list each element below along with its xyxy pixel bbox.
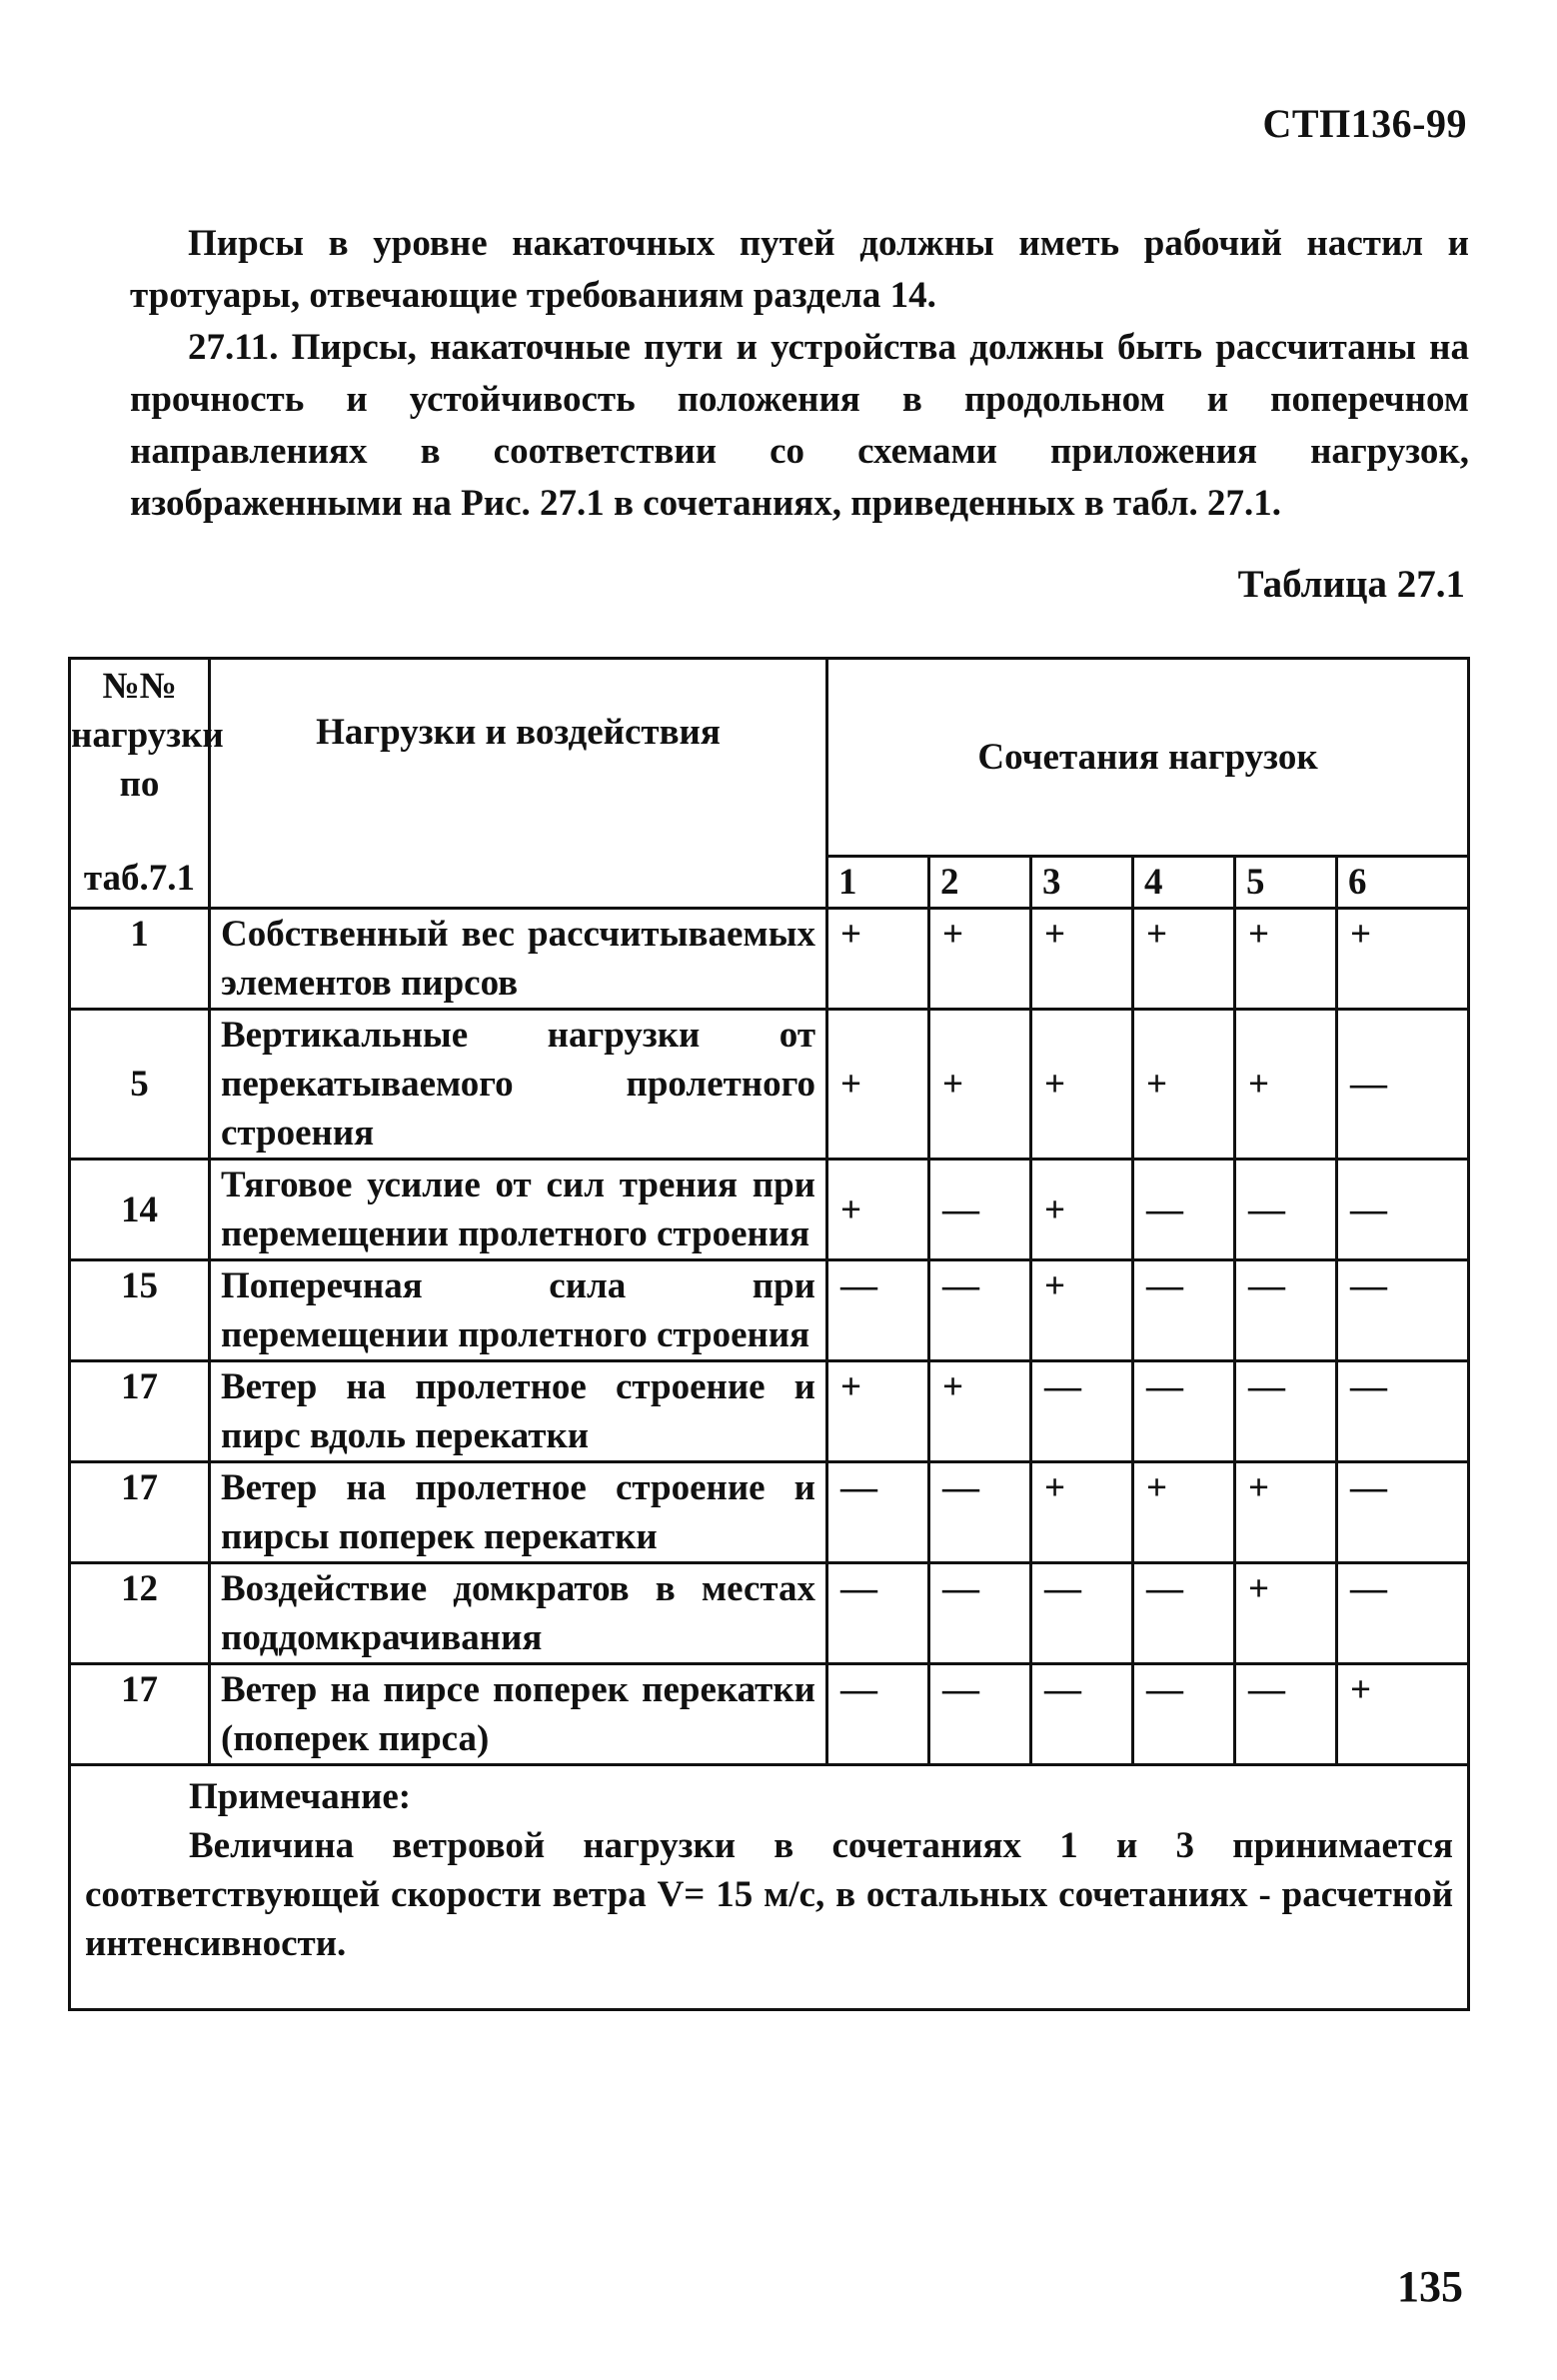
row-load-number: 5 — [70, 1010, 210, 1160]
row-mark: + — [1031, 1010, 1133, 1160]
row-load-number: 17 — [70, 1361, 210, 1462]
row-mark: + — [1133, 1010, 1235, 1160]
row-mark: — — [1133, 1160, 1235, 1260]
row-mark: + — [827, 1160, 929, 1260]
row-mark: — — [827, 1664, 929, 1765]
row-mark: — — [1235, 1260, 1337, 1361]
header-load-number-bottom: таб.7.1 — [83, 858, 196, 899]
row-mark: — — [1337, 1160, 1469, 1260]
row-mark: — — [1337, 1361, 1469, 1462]
row-mark: — — [1031, 1664, 1133, 1765]
row-mark: + — [827, 1361, 929, 1462]
row-mark: — — [1031, 1361, 1133, 1462]
row-mark: — — [1031, 1563, 1133, 1664]
row-mark: + — [1031, 909, 1133, 1010]
row-mark: + — [1031, 1160, 1133, 1260]
paragraph-27-11: 27.11. Пирсы, накаточные пути и устройства должны быть рассчитаны на прочность и устойчивость положения в продольном и поперечном направлениях в соответствии со схемами приложения нагрузок, изображенными на Рис. 27.1 в сочетаниях, приведенных в табл. 27.1. — [130, 327, 1469, 524]
row-description: Ветер на пирсе поперек перекатки (поперек пирса) — [210, 1664, 827, 1765]
header-load-number-top: №№ нагрузки по — [71, 666, 224, 805]
row-mark: + — [1337, 909, 1469, 1010]
header-load-number — [70, 659, 224, 909]
combination-number: 3 — [1031, 857, 1133, 909]
row-mark: + — [1235, 909, 1337, 1010]
row-mark: — — [929, 1664, 1031, 1765]
row-mark: — — [1133, 1260, 1235, 1361]
row-description: Поперечная сила при перемещении пролетного строения — [210, 1260, 827, 1361]
note-text: Величина ветровой нагрузки в сочетаниях 1 и 3 принимается соответствующей скорости ветра V= 15 м/с, в остальных сочетаниях - расчетной интенсивности. — [85, 1825, 1454, 1964]
row-mark: + — [929, 909, 1031, 1010]
table-row — [70, 1260, 1469, 1361]
table-caption: Таблица 27.1 — [1237, 563, 1465, 606]
row-mark: + — [827, 909, 929, 1010]
table-row — [70, 1664, 1469, 1765]
body-text — [130, 218, 1469, 530]
row-description: Воздействие домкратов в местах поддомкрачивания — [210, 1563, 827, 1664]
row-mark: — — [1235, 1361, 1337, 1462]
row-mark: — — [929, 1160, 1031, 1260]
row-mark: — — [1235, 1664, 1337, 1765]
row-mark: — — [1235, 1160, 1337, 1260]
row-mark: + — [827, 1010, 929, 1160]
row-mark: + — [1235, 1563, 1337, 1664]
combination-number: 1 — [827, 857, 929, 909]
row-mark: + — [1031, 1462, 1133, 1563]
combination-number: 5 — [1235, 857, 1337, 909]
table-header-row — [70, 659, 1469, 857]
table-row — [70, 1160, 1469, 1260]
row-load-number: 17 — [70, 1462, 210, 1563]
note-title: Примечание: — [189, 1776, 412, 1817]
row-load-number: 12 — [70, 1563, 210, 1664]
row-mark: — — [1133, 1664, 1235, 1765]
note-row — [70, 1765, 1469, 2010]
paragraph-piers-deck: Пирсы в уровне накаточных путей должны иметь рабочий настил и тротуары, отвечающие требованиям раздела 14. — [130, 223, 1469, 316]
row-mark: — — [827, 1563, 929, 1664]
page-number: 135 — [1397, 2262, 1463, 2311]
row-load-number: 14 — [70, 1160, 210, 1260]
table-row — [70, 1563, 1469, 1664]
combination-number: 2 — [929, 857, 1031, 909]
table-row — [70, 909, 1469, 1010]
row-mark: — — [827, 1462, 929, 1563]
row-mark: — — [929, 1563, 1031, 1664]
row-description: Ветер на пролетное строение и пирс вдоль перекатки — [210, 1361, 827, 1462]
row-description: Ветер на пролетное строение и пирсы поперек перекатки — [210, 1462, 827, 1563]
row-description: Собственный вес рассчитываемых элементов пирсов — [210, 909, 827, 1010]
row-mark: — — [1337, 1563, 1469, 1664]
row-mark: — — [1337, 1010, 1469, 1160]
row-mark: + — [1133, 909, 1235, 1010]
table-row — [70, 1361, 1469, 1462]
table-note — [70, 1765, 1469, 2010]
row-mark: + — [1031, 1260, 1133, 1361]
combination-number: 4 — [1133, 857, 1235, 909]
table-row — [70, 1462, 1469, 1563]
row-mark: + — [1133, 1462, 1235, 1563]
row-description: Вертикальные нагрузки от перекатываемого пролетного строения — [210, 1010, 827, 1160]
row-mark: — — [1337, 1462, 1469, 1563]
row-mark: + — [1235, 1010, 1337, 1160]
row-description: Тяговое усилие от сил трения при перемещении пролетного строения — [210, 1160, 827, 1260]
combination-number: 6 — [1337, 857, 1469, 909]
load-combinations-table — [68, 657, 1470, 2011]
row-load-number: 1 — [70, 909, 210, 1010]
row-mark: — — [827, 1260, 929, 1361]
row-load-number: 17 — [70, 1664, 210, 1765]
row-mark: — — [1133, 1563, 1235, 1664]
row-mark: + — [1337, 1664, 1469, 1765]
row-mark: — — [1133, 1361, 1235, 1462]
row-mark: — — [929, 1260, 1031, 1361]
row-mark: + — [929, 1361, 1031, 1462]
document-code: СТП136-99 — [1262, 101, 1467, 146]
row-load-number: 15 — [70, 1260, 210, 1361]
header-loads: Нагрузки и воздействия — [210, 659, 827, 909]
header-combinations: Сочетания нагрузок — [827, 659, 1469, 857]
row-mark: — — [1337, 1260, 1469, 1361]
row-mark: + — [1235, 1462, 1337, 1563]
row-mark: + — [929, 1010, 1031, 1160]
table-row — [70, 1010, 1469, 1160]
row-mark: — — [929, 1462, 1031, 1563]
